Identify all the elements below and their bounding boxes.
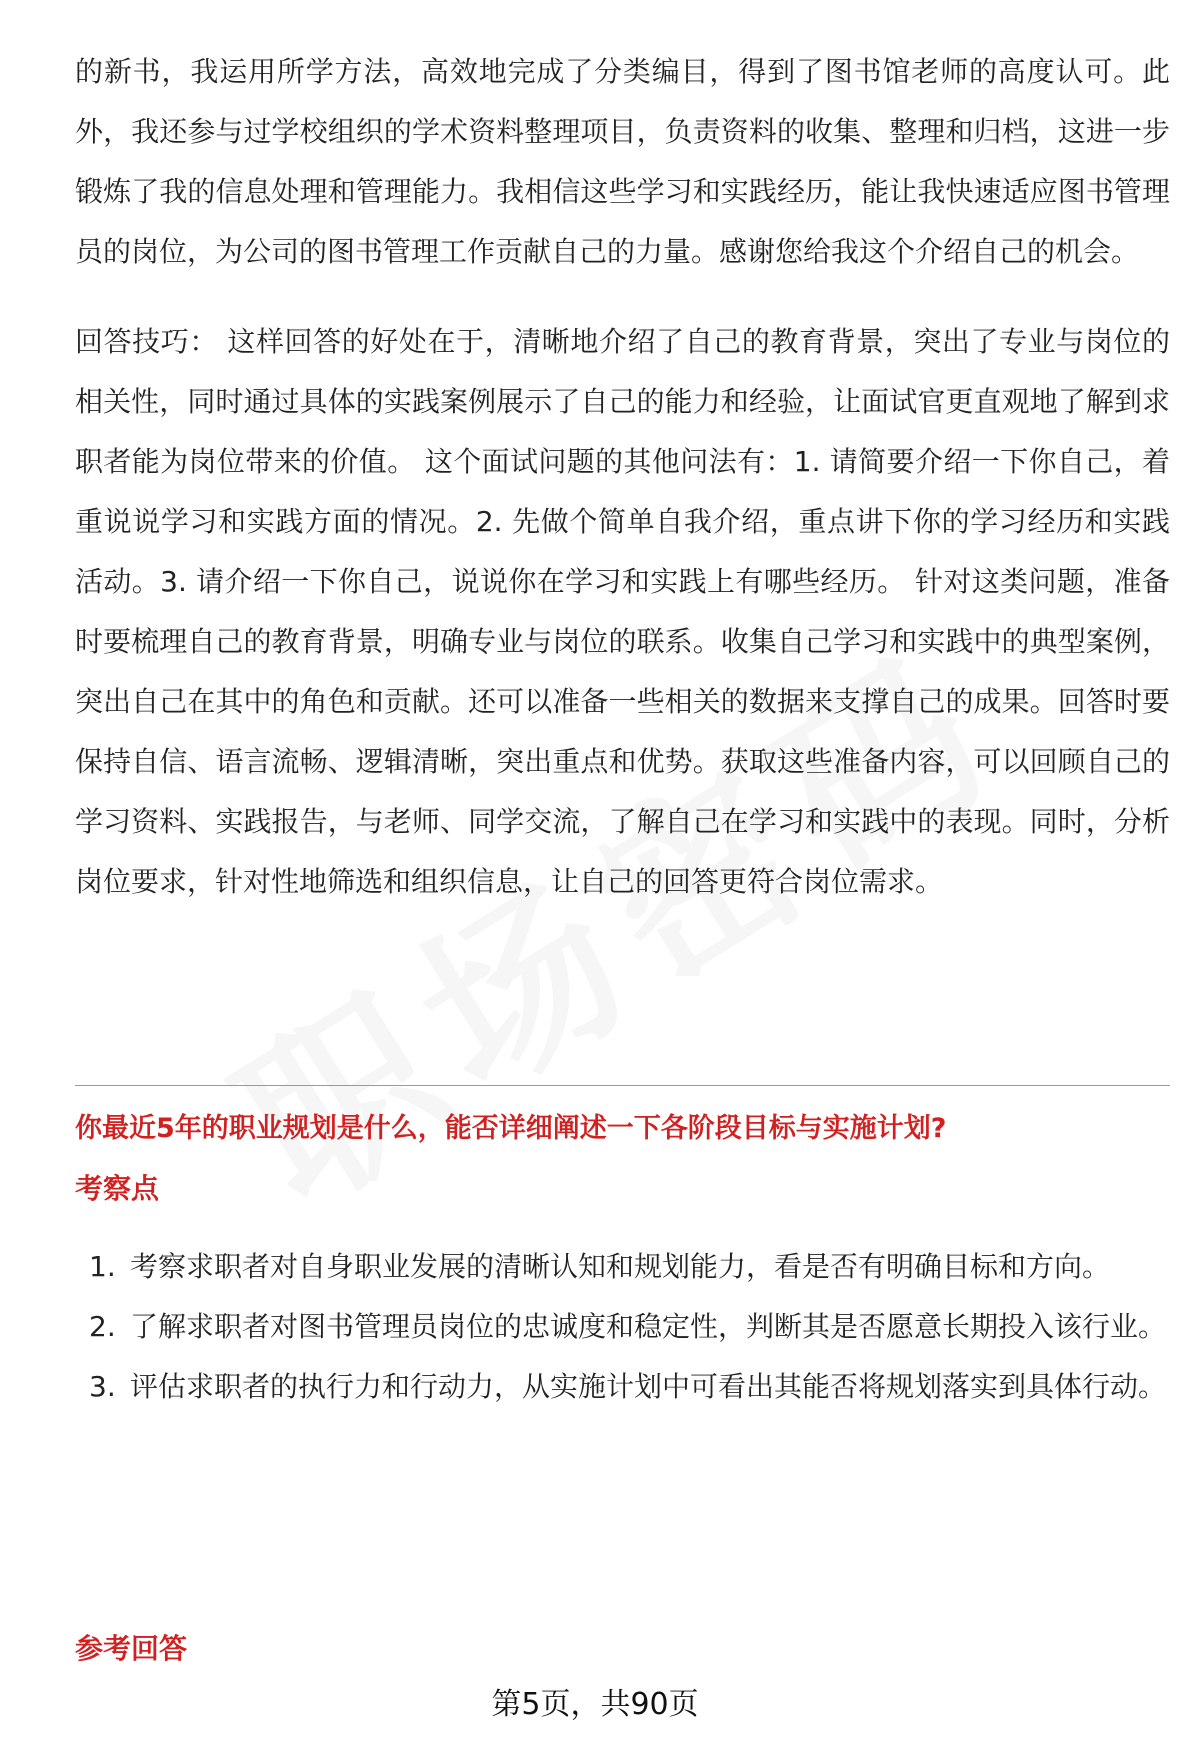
list-number: 2. <box>89 1310 116 1343</box>
list-item <box>75 1297 1170 1357</box>
answer-paragraph: 的新书，我运用所学方法，高效地完成了分类编目，得到了图书馆老师的高度认可。此外，我还参与过学校组织的学术资料整理项目，负责资料的收集、整理和归档，这进一步锻炼了我的信息处理和管理能力。我相信这些学习和实践经历，能让我快速适应图书管理员的岗位，为公司的图书管理工作贡献自己的力量。感谢您给我这个介绍自己的机会。 <box>75 55 1170 268</box>
list-item <box>75 1237 1170 1297</box>
reference-answer-label: 参考回答 <box>75 1632 188 1665</box>
tips-paragraph: 回答技巧： 这样回答的好处在于，清晰地介绍了自己的教育背景，突出了专业与岗位的相关性，同时通过具体的实践案例展示了自己的能力和经验，让面试官更直观地了解到求职者能为岗位带来的价值。 这个面试问题的其他问法有：1. 请简要介绍一下你自己，着重说说学习和实践方面的情况。2. 先做个简单自我介绍，重点讲下你的学习经历和实践活动。3. 请介绍一下你自己，说说你在学习和实践上有哪些经历。 针对这类问题，准备时要梳理自己的教育背景，明确专业与岗位的联系。收集自己学习和实践中的典型案例，突出自己在其中的角色和贡献。还可以准备一些相关的数据来支撑自己的成果。回答时要保持自信、语言流畅、逻辑清晰，突出重点和优势。获取这些准备内容，可以回顾自己的学习资料、实践报告，与老师、同学交流，了解自己在学习和实践中的表现。同时，分析岗位要求，针对性地筛选和组织信息，让自己的回答更符合岗位需求。 <box>75 325 1170 898</box>
section-divider <box>75 1085 1170 1086</box>
list-number: 1. <box>89 1250 116 1283</box>
list-text: 考察求职者对自身职业发展的清晰认知和规划能力，看是否有明确目标和方向。 <box>130 1250 1111 1283</box>
list-number: 3. <box>89 1370 116 1403</box>
page-indicator: 第5页，共90页 <box>491 1687 699 1722</box>
list-text: 了解求职者对图书管理员岗位的忠诚度和稳定性，判断其是否愿意长期投入该行业。 <box>130 1310 1167 1343</box>
paragraph-gap <box>75 282 1170 312</box>
list-item <box>75 1357 1170 1417</box>
focus-label: 考察点 <box>75 1172 160 1205</box>
focus-list <box>75 1237 1170 1417</box>
list-text: 评估求职者的执行力和行动力，从实施计划中可看出其能否将规划落实到具体行动。 <box>130 1370 1167 1403</box>
question-title: 你最近5年的职业规划是什么，能否详细阐述一下各阶段目标与实施计划? <box>75 1113 947 1144</box>
body-text <box>75 42 1170 912</box>
